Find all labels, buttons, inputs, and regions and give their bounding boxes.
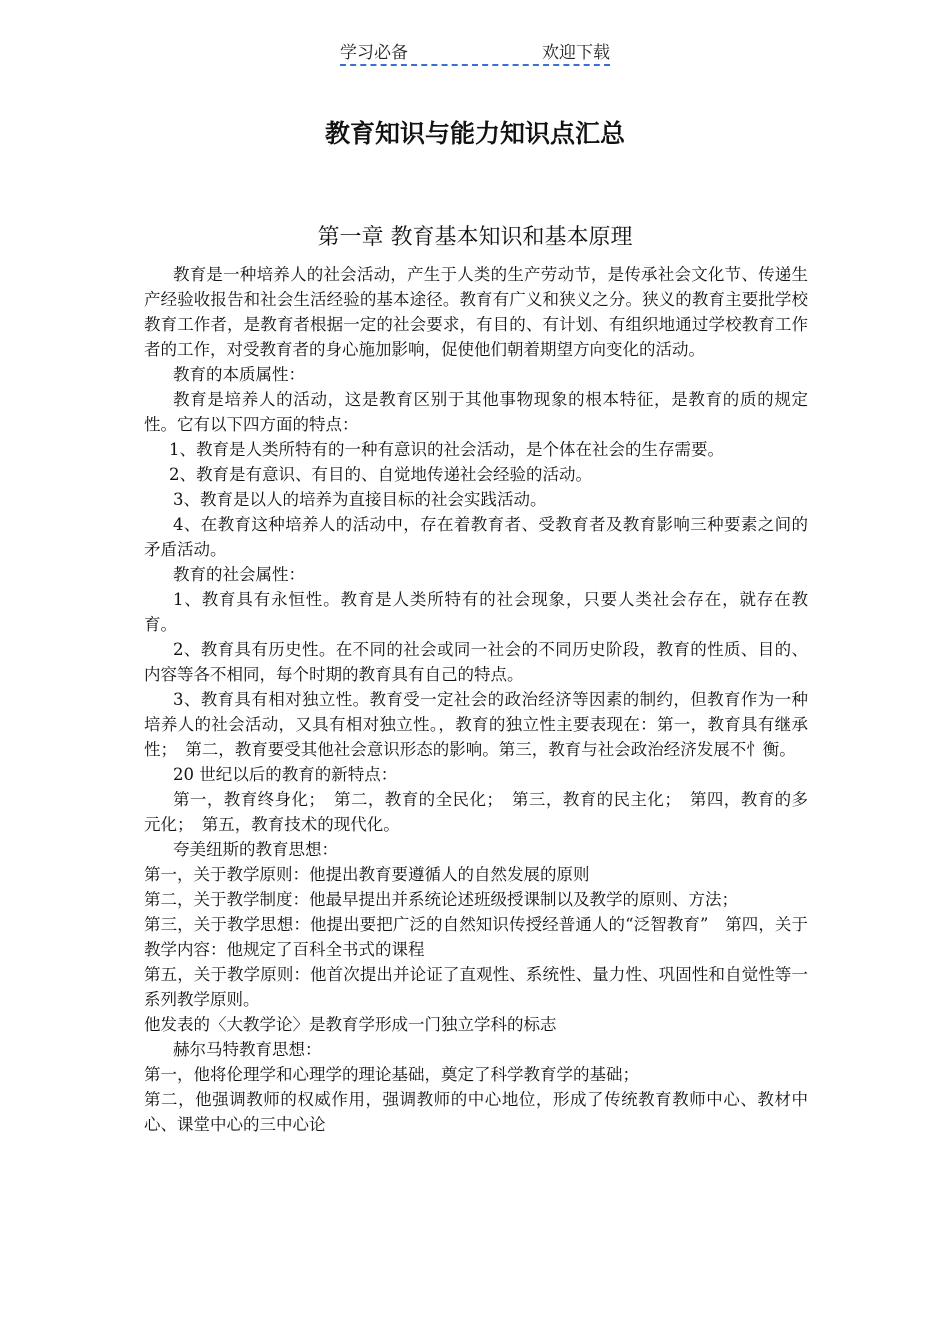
- paragraph: 1、教育具有永恒性。教育是人类所特有的社会现象，只要人类社会存在，就存在教育。: [144, 590, 808, 634]
- paragraph: 2、教育是有意识、有目的、自觉地传递社会经验的活动。: [169, 465, 592, 484]
- document-body: [144, 262, 808, 1137]
- paragraph: 第五，关于教学原则：他首次提出并论证了直观性、系统性、量力性、巩固性和自觉性等一系列教学原则。: [144, 965, 808, 1009]
- header-left-text: 学习必备: [340, 43, 408, 63]
- paragraph: 第二，关于教学制度：他最早提出并系统论述班级授课制以及教学的原则、方法；: [144, 890, 738, 909]
- paragraph: 教育的本质属性：: [173, 365, 305, 384]
- paragraph: 教育是一种培养人的社会活动，产生于人类的生产劳动节，是传承社会文化节、传递生产经验收报告和社会生活经验的基本途径。教育有广义和狭义之分。狭义的教育主要批学校教育工作者，是教育者根据一定的社会要求，有目的、有计划、有组织地通过学校教育工作者的工作，对受教育者的身心施加影响，促使他们朝着期望方向变化的活动。: [144, 265, 808, 359]
- paragraph: 教育的社会属性：: [173, 565, 305, 584]
- paragraph: 第二，他强调教师的权威作用，强调教师的中心地位，形成了传统教育教师中心、教材中心、课堂中心的三中心论: [144, 1090, 808, 1134]
- paragraph: 1、教育是人类所特有的一种有意识的社会活动，是个体在社会的生存需要。: [169, 440, 724, 459]
- paragraph: 第一，关于教学原则：他提出教育要遵循人的自然发展的原则: [144, 865, 590, 884]
- paragraph: 3、教育具有相对独立性。教育受一定社会的政治经济等因素的制约，但教育作为一种培养人的社会活动，又具有相对独立性。，教育的独立性主要表现在：第一，教育具有继承性； 第二，教育要受其他社会意识形态的影响。第三，教育与社会政治经济发展不忄衡。: [144, 690, 808, 759]
- paragraph: 第三，关于教学思想：他提出要把广泛的自然知识传授经普通人的“泛智教育” 第四，关于教学内容：他规定了百科全书式的课程: [144, 915, 808, 959]
- paragraph: 20 世纪以后的教育的新特点：: [173, 765, 398, 784]
- paragraph: 教育是培养人的活动，这是教育区别于其他事物现象的根本特征，是教育的质的规定性。它有以下四方面的特点：: [144, 390, 808, 434]
- chapter-title: 第一章 教育基本知识和基本原理: [317, 225, 633, 250]
- paragraph: 第一，他将伦理学和心理学的理论基础，奠定了科学教育学的基础；: [144, 1065, 639, 1084]
- page-header: [340, 38, 610, 66]
- paragraph: 3、教育是以人的培养为直接目标的社会实践活动。: [173, 490, 547, 509]
- paragraph: 2、教育具有历史性。在不同的社会或同一社会的不同历史阶段，教育的性质、目的、内容等各不相同，每个时期的教育具有自己的特点。: [144, 640, 808, 684]
- paragraph: 夸美纽斯的教育思想：: [173, 840, 338, 859]
- paragraph: 第一，教育终身化； 第二，教育的全民化； 第三，教育的民主化； 第四，教育的多元化； 第五，教育技术的现代化。: [144, 790, 808, 834]
- document-title: 教育知识与能力知识点汇总: [324, 119, 625, 148]
- paragraph: 赫尔马特教育思想：: [173, 1040, 322, 1059]
- header-right-text: 欢迎下载: [542, 43, 610, 63]
- paragraph: 他发表的〈大教学论〉是教育学形成一门独立学科的标志: [144, 1015, 557, 1034]
- paragraph: 4、在教育这种培养人的活动中，存在着教育者、受教育者及教育影响三种要素之间的矛盾活动。: [144, 515, 808, 559]
